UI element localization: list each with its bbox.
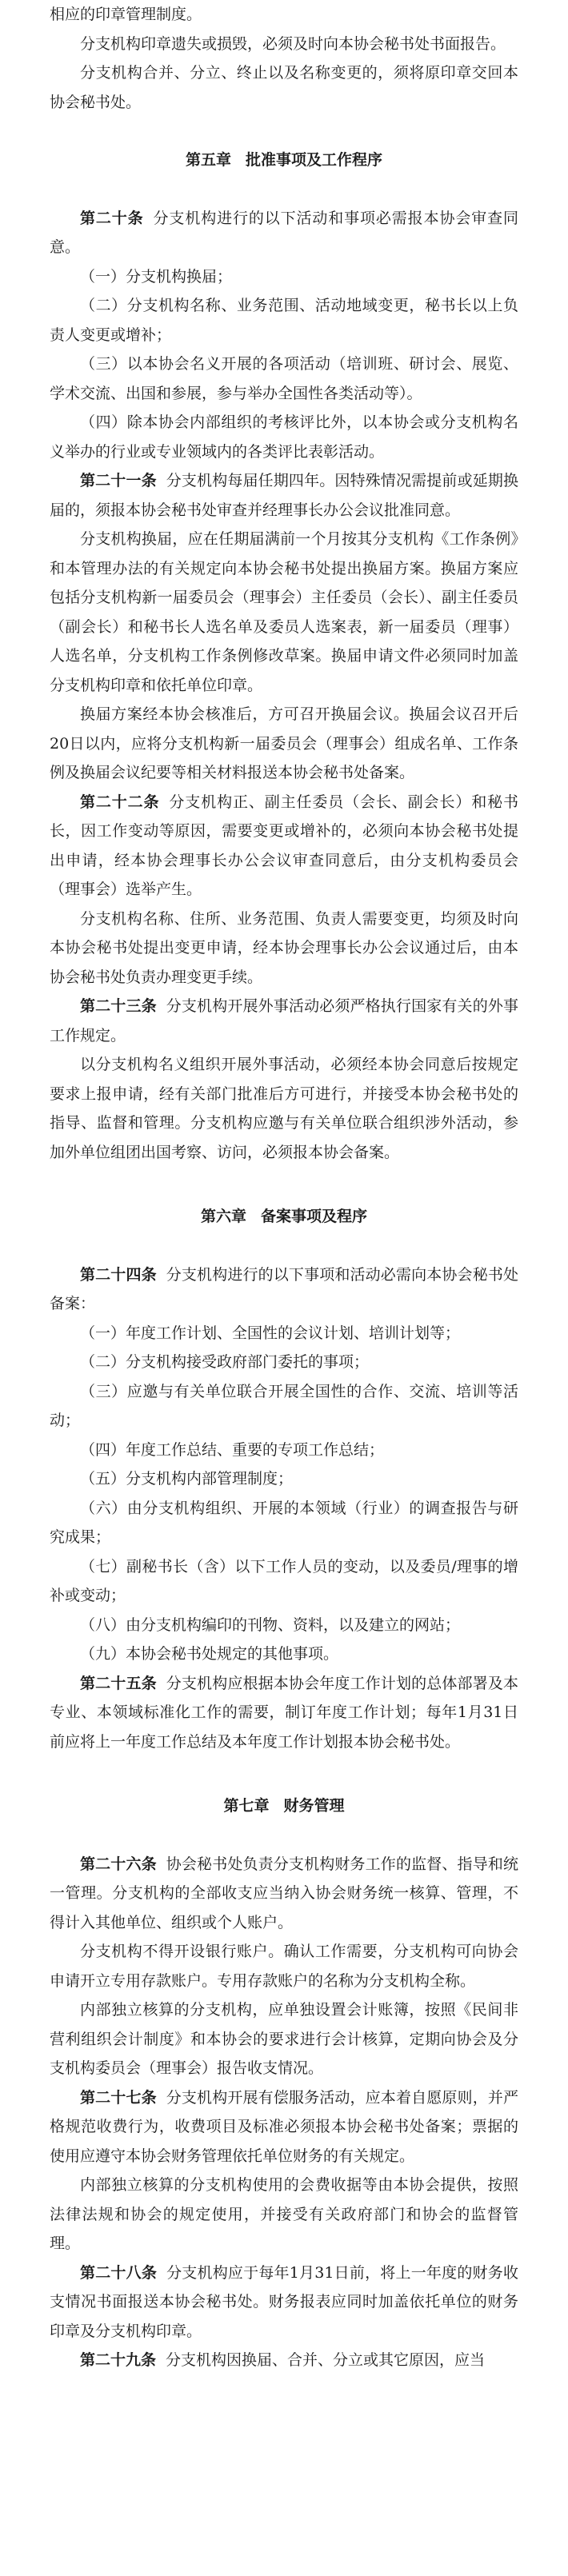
chapter-number: 第七章 bbox=[223, 1797, 270, 1815]
chapter-6 bbox=[50, 1202, 518, 1756]
article-text: 协会秘书处负责分支机构财务工作的监督、指导和统一管理。分支机构的全部收支应当纳入协会财务统一核算、管理，不得计入其他单位、组织或个人账户。 bbox=[50, 1855, 518, 1931]
chapter-5 bbox=[50, 146, 518, 1167]
clause-item: （一）年度工作计划、全国性的会议计划、培训计划等； bbox=[80, 1324, 461, 1342]
article-text: 分支机构正、副主任委员（会长、副会长）和秘书长，因工作变动等原因，需要变更或增补的，必须向本协会秘书处提出申请，经本协会理事长办公会议审查同意后，由分支机构委员会（理事会）选举产生。 bbox=[50, 793, 518, 898]
clause-item: （五）分支机构内部管理制度； bbox=[80, 1470, 294, 1488]
article-label: 第二十三条 bbox=[80, 997, 157, 1015]
article-label: 第二十一条 bbox=[80, 472, 157, 489]
chapter-title: 批准事项及工作程序 bbox=[246, 151, 383, 169]
article-text: 分支机构每届任期四年。因特殊情况需提前或延期换届的，须报本协会秘书处审查并经理事长办公会议批准同意。 bbox=[50, 472, 518, 519]
article-label: 第二十条 bbox=[80, 209, 144, 227]
article-23 bbox=[50, 992, 518, 1050]
body-paragraph: 分支机构换届，应在任期届满前一个月按其分支机构《工作条例》和本管理办法的有关规定向本协会秘书处提出换届方案。换届方案应包括分支机构新一届委员会（理事会）主任委员（会长）、副主任委员（副会长）和秘书长人选名单及委员人选案表，新一届委员（理事）人选名单，分支机构工作条例修改草案。换届申请文件必须同时加盖分支机构印章和依托单位印章。 bbox=[50, 530, 518, 694]
chapter-7 bbox=[50, 1791, 518, 2375]
article-text: 分支机构开展外事活动必须严格执行国家有关的外事工作规定。 bbox=[50, 997, 518, 1044]
chapter-title: 备案事项及程序 bbox=[261, 1208, 368, 1225]
article-label: 第二十七条 bbox=[80, 2088, 157, 2107]
clause-item: （二）分支机构名称、业务范围、活动地域变更，秘书长以上负责人变更或增补； bbox=[50, 297, 518, 344]
article-text: 分支机构因换届、合并、分立或其它原因，应当 bbox=[166, 2351, 486, 2369]
article-22 bbox=[50, 788, 518, 905]
body-paragraph: 内部独立核算的分支机构，应单独设置会计账簿，按照《民间非营利组织会计制度》和本协会的要求进行会计核算，定期向协会及分支机构委员会（理事会）报告收支情况。 bbox=[50, 2001, 518, 2077]
article-label: 第二十二条 bbox=[80, 793, 160, 811]
clause-item: （八）由分支机构编印的刊物、资料，以及建立的网站； bbox=[80, 1615, 461, 1634]
article-29 bbox=[50, 2346, 518, 2375]
clause-item: （七）副秘书长（含）以下工作人员的变动，以及委员/理事的增补或变动； bbox=[50, 1557, 518, 1604]
article-label: 第二十九条 bbox=[80, 2351, 157, 2369]
article-text: 分支机构应于每年1月31日前，将上一年度的财务收支情况书面报送本协会秘书处。财务报表应同时加盖依托单位的财务印章及分支机构印章。 bbox=[50, 2263, 518, 2340]
clause-item: （六）由分支机构组织、开展的本领域（行业）的调查报告与研究成果； bbox=[50, 1499, 518, 1546]
clause-item: （四）年度工作总结、重要的专项工作总结； bbox=[80, 1440, 385, 1459]
article-text: 分支机构进行的以下活动和事项必需报本协会审查同意。 bbox=[50, 209, 518, 256]
article-20 bbox=[50, 204, 518, 262]
clause-item: （四）除本协会内部组织的考核评比外，以本协会或分支机构名义举办的行业或专业领域内的各类评比表彰活动。 bbox=[50, 413, 518, 461]
clause-item: （九）本协会秘书处规定的其他事项。 bbox=[80, 1645, 339, 1663]
body-paragraph: 分支机构不得开设银行账户。确认工作需要，分支机构可向协会申请开立专用存款账户。专用存款账户的名称为分支机构全称。 bbox=[50, 1943, 518, 1990]
clause-item: （三）以本协会名义开展的各项活动（培训班、研讨会、展览、学术交流、出国和参展，参与举办全国性各类活动等）。 bbox=[50, 355, 518, 402]
chapter-title: 财务管理 bbox=[283, 1797, 345, 1815]
chapter-heading bbox=[50, 146, 518, 175]
intro-paragraph-0: 相应的印章管理制度。 bbox=[50, 6, 202, 23]
article-label: 第二十八条 bbox=[80, 2263, 158, 2282]
article-21 bbox=[50, 466, 518, 525]
article-24 bbox=[50, 1260, 518, 1319]
intro-section bbox=[50, 0, 518, 117]
clause-item: （一）分支机构换届； bbox=[80, 267, 233, 286]
chapter-number: 第六章 bbox=[200, 1208, 246, 1225]
article-text: 分支机构进行的以下事项和活动必需向本协会秘书处备案： bbox=[50, 1265, 518, 1312]
chapter-number: 第五章 bbox=[185, 151, 231, 169]
body-paragraph: 换届方案经本协会核准后，方可召开换届会议。换届会议召开后20日以内，应将分支机构新一届委员会（理事会）组成名单、工作条例及换届会议纪要等相关材料报送本协会秘书处备案。 bbox=[50, 705, 518, 781]
body-paragraph: 分支机构名称、住所、业务范围、负责人需要变更，均须及时向本协会秘书处提出变更申请，经本协会理事长办公会议通过后，由本协会秘书处负责办理变更手续。 bbox=[50, 909, 518, 986]
article-text: 分支机构开展有偿服务活动，应本着自愿原则，并严格规范收费行为，收费项目及标准必须报本协会秘书处备案；票据的使用应遵守本协会财务管理依托单位财务的有关规定。 bbox=[50, 2088, 518, 2165]
clause-item: （二）分支机构接受政府部门委托的事项； bbox=[80, 1353, 370, 1371]
article-label: 第二十五条 bbox=[80, 1674, 157, 1692]
article-28 bbox=[50, 2258, 518, 2346]
article-25 bbox=[50, 1669, 518, 1757]
intro-paragraph-1: 分支机构印章遗失或损毁，必须及时向本协会秘书处书面报告。 bbox=[80, 34, 506, 53]
article-label: 第二十六条 bbox=[80, 1855, 157, 1873]
body-paragraph: 内部独立核算的分支机构使用的会费收据等由本协会提供，按照法律法规和协会的规定使用，并接受有关政府部门和协会的监督管理。 bbox=[50, 2176, 518, 2252]
chapter-heading bbox=[50, 1202, 518, 1232]
article-27 bbox=[50, 2083, 518, 2171]
intro-paragraph-2: 分支机构合并、分立、终止以及名称变更的，须将原印章交回本协会秘书处。 bbox=[50, 64, 518, 111]
article-text: 分支机构应根据本协会年度工作计划的总体部署及本专业、本领域标准化工作的需要，制订年度工作计划；每年1月31日前应将上一年度工作总结及本年度工作计划报本协会秘书处。 bbox=[50, 1674, 518, 1751]
clause-item: （三）应邀与有关单位联合开展全国性的合作、交流、培训等活动； bbox=[50, 1382, 518, 1429]
article-26 bbox=[50, 1850, 518, 1938]
chapter-heading bbox=[50, 1791, 518, 1821]
body-paragraph: 以分支机构名义组织开展外事活动，必须经本协会同意后按规定要求上报申请，经有关部门批准后方可进行，并接受本协会秘书处的指导、监督和管理。分支机构应邀与有关单位联合组织涉外活动，参加外单位组团出国考察、访问，必须报本协会备案。 bbox=[50, 1056, 518, 1161]
article-label: 第二十四条 bbox=[80, 1265, 157, 1284]
